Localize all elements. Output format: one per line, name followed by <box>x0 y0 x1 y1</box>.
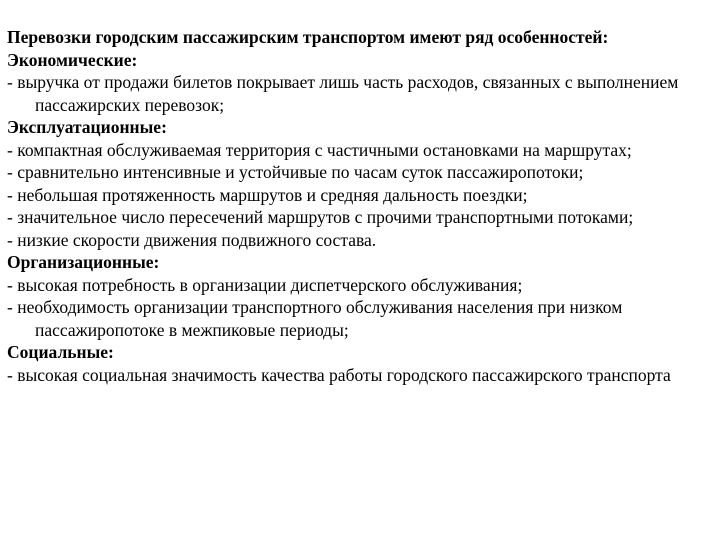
list-item: - высокая потребность в организации диспетчерского обслуживания; <box>7 274 523 295</box>
list-item: - необходимость организации транспортного обслуживания населения при низком пассажиропотоке в межпиковые периоды; <box>7 297 623 340</box>
section-heading-economic: Экономические: <box>7 49 138 70</box>
section-heading-social: Социальные: <box>7 342 114 362</box>
list-item: - выручка от продажи билетов покрывает лишь часть расходов, связанных с выполнением пассажирских перевозок; <box>7 72 679 115</box>
slide-content <box>7 26 713 386</box>
section-heading-operational: Эксплуатационные: <box>7 117 167 137</box>
list-item: - высокая социальная значимость качества работы городского пассажирского транспорта <box>7 364 671 385</box>
list-item: - сравнительно интенсивные и устойчивые по часам суток пассажиропотоки; <box>7 162 584 182</box>
list-item: - компактная обслуживаемая территория с частичными остановками на маршрутах; <box>7 139 632 160</box>
list-item: - низкие скорости движения подвижного состава. <box>7 229 377 250</box>
list-item: - небольшая протяженность маршрутов и средняя дальность поездки; <box>7 184 528 205</box>
slide-title: Перевозки городским пассажирским транспортом имеют ряд особенностей: <box>7 27 609 47</box>
list-item: - значительное число пересечений маршрутов с прочими транспортными потоками; <box>7 207 634 227</box>
section-heading-organizational: Организационные: <box>7 252 160 272</box>
